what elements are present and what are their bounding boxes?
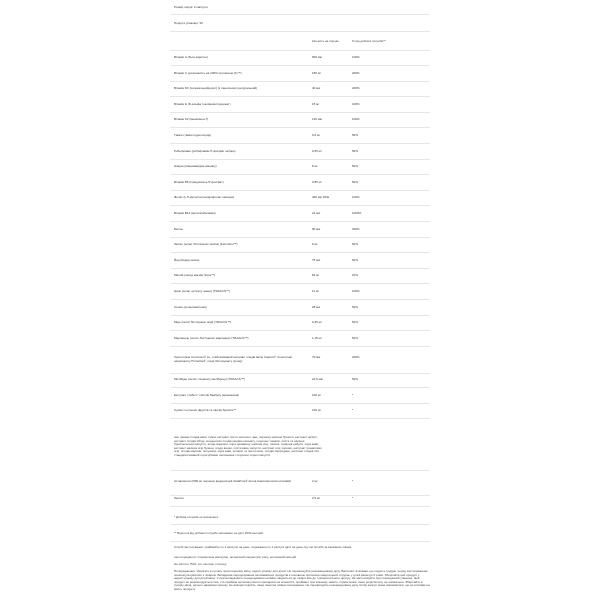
nutrient-name: Тіамін (тіамін гідрохлорид) [174,133,212,137]
nutrient-amount: 0,35 мг [312,320,322,325]
divider [170,190,430,191]
nutrient-name: Селен (селенометіонін) [174,304,207,309]
nutrient-dv: 300% [352,226,360,231]
footnote-calorie-basis: ** Відсоток від добової потреби засновано на дієті 2000 калорій. [174,531,264,535]
divider [170,65,430,66]
divider [170,315,430,316]
nutrient-name: Рибофлавін (рибофлавін-5'-фосфат натрію) [174,148,236,153]
divider [170,524,430,525]
divider [170,237,430,238]
nutrient-amount: 400 мкг DFE [312,195,330,200]
nutrient-name: Фолат (L-5-метилтетрагідрофолат кальцію) [174,195,235,200]
nutrient-amount: 900 мкг [312,55,323,59]
footnote-dv-not-established: * Добова потреба не визначена. [174,515,219,519]
nutrient-name: Хром (хром Crominex® 3+, стабілізований екстракт плодів амли Capros® та екстракт ширілажиту PrimaVie®, похід бісгліцинату хрому) [174,355,293,363]
nutrient-amount: 100 мг [312,408,321,413]
nutrient-name: Вітамін D3 (холекальциферол) (з ланоліном) (натуральний) [174,86,258,91]
divider [170,268,430,269]
directions-text: Спосіб застосування: приймайте по 2 капсули на день, переважно по 1 капсулі двічі на день під час їжі або за вказівкою лікаря. [174,545,353,549]
nutrient-amount: 84 мг [312,273,320,278]
nutrient-dv: * [352,408,354,413]
divider [170,506,430,507]
divider [170,330,430,331]
nutrient-dv: * [352,479,354,483]
divider [170,174,430,175]
nutrient-name: Мідь (хелат бісгліцинат міді) (TRAACS™) [174,320,232,325]
divider [170,418,430,419]
nutrient-dv: 200% [352,355,360,360]
nutrient-name: Біотин [174,226,183,231]
nutrient-dv: 20% [352,273,359,278]
other-ingredients-text: Інші інгредієнти: гіпромелоза (капсула), органічний концентрат рису, рослинний кальцій. [174,555,297,559]
nutrient-name: Астаксантин (500 мг порошку водорослей AstaPure® Arona Haematococcus pluvialis) [174,479,292,483]
divider [170,252,430,253]
nutrient-amount: 0,85 мг [312,179,322,184]
divider [170,159,430,160]
nutrient-dv: 50% [352,304,359,309]
nutrient-amount: 75 мкг [312,257,321,262]
divider [170,541,430,542]
nutrient-dv: 50% [352,179,359,184]
divider [170,373,430,374]
divider [170,470,430,471]
nutrient-dv: 50% [352,377,359,381]
divider [170,221,430,222]
nutrient-name: Молібден (хелат гліцинату молібдену) (TRAACS™) [174,377,245,381]
nutrient-amount: 2,5 мг [312,496,321,500]
divider [170,50,430,51]
nutrient-amount: 1,15 мг [312,335,322,340]
divider [170,31,430,32]
nutrient-dv: 100% [352,55,360,59]
nutrient-dv: 100% [352,195,360,200]
nutrient-name: Вітамін B6 (піридоксаль-5'-фосфат) [174,179,224,184]
nutrient-name: Екстракт стебел / листків бамбуку (кремнезем) [174,392,240,397]
divider [170,81,430,82]
nutrient-name: Вітамін A (бета-каротин) [174,55,208,59]
divider [170,127,430,128]
nutrient-dv: 50% [352,133,359,137]
servings-per-container: Порції в упаковці: 30 [174,21,203,25]
free-from-text: Не містить ГМО, сої, молока, глютену. [174,562,227,566]
nutrient-amount: 120 мкг [312,117,323,122]
nutrient-amount: 8 мг [312,164,318,169]
divider [170,495,430,496]
nutrient-amount: 100 мг [312,392,321,397]
nutrient-name: Цинк (хелат цитрату цинку) (TRAACS™) [174,289,230,293]
amount-header: Кількість на порцію [312,39,339,43]
nutrient-dv: 50% [352,148,359,153]
nutrient-amount: 40 мкг [312,86,321,91]
nutrient-name: Залізо (хелат бісгліцинат заліза) (Ferrochel™) [174,242,238,247]
nutrient-name: Магній (оксид магнію Sima™) [174,273,215,278]
nutrient-name: Вітамін K2 (менахінон-7) [174,117,209,122]
nutrient-amount: 22,5 мкг [312,377,324,381]
nutrient-amount: 70 мкг [312,355,321,360]
nutrient-amount: 180 мг [312,70,321,75]
nutrient-amount: 0,6 мг [312,133,321,137]
nutrient-dv: 100% [352,101,360,106]
nutrient-dv: 200% [352,86,360,91]
nutrient-amount: 24 мкг [312,211,321,215]
divider [170,143,430,144]
nutrient-dv: 50% [352,242,359,247]
nutrient-name: Вітамін C (розчинність на 100% протеїном (K)™) [174,70,242,75]
dv-header: % від добової потреби** [352,39,386,43]
nutrient-dv: 200% [352,70,360,75]
nutrient-name: Лютеїн [174,496,184,500]
serving-size: Розмір порції: 2 капсули [174,5,208,9]
nutrient-name: Йод (йодид калію) [174,257,200,262]
divider [170,403,430,404]
nutrient-dv: 50% [352,320,359,325]
nutrient-dv: 100% [352,289,360,293]
nutrient-amount: 15 мг [312,101,320,106]
nutrient-amount: 2 мг [312,479,318,483]
nutrient-name: Ніацин (ніацинамідом ніацину) [174,164,217,169]
nutrient-dv: 50% [352,164,359,169]
divider [170,96,430,97]
warnings-text: Попередження: зберігати в сухому прохолодному місці, недоступному для дітей. Не перевищуйте рекомендовану дозу. Вагітним та жінкам, що годують груддю, перед застосуванням проконсультуватися з лікарем. Випадкова передозування залізовмісних продуктів є основною причиною смертельних отруєнь у дітей віком до 6 років. Зберігайте цей продукт у недоступному для дітей місці. У разі випадкового передозування негайно зверніться до лікаря або до токсикологічного центру. Не застосовуйте при пошкодженій упаковці. Цей продукт не рекомендується тим, хто приймає антикоагулянтні препарати на основі K2, приймає і при кожному змініть. Суміш може тонко розділятися, це нормально. Зберігайте в сухому місці, щільно закривши кришку. Не використовуйте, якщо захисна плівка пошкоджена. Не перевищуйте рекомендовану дозу. Колір капсул може змінюватися, що не впливає на якість продукту. [174,569,430,591]
divider [170,346,430,347]
nutrient-amount: 90 мкг [312,226,321,231]
divider [170,387,430,388]
divider [170,299,430,300]
nutrient-name: Вітамін B12 (метилкобаламін) [174,211,216,215]
nutrient-amount: 28 мкг [312,304,321,309]
nutrient-amount: 11 мг [312,289,320,293]
nutrient-dv: * [352,392,354,397]
nutrient-amount: 9 мг [312,242,318,247]
nutrient-dv: 50% [352,335,359,340]
nutrient-amount: 0,65 мг [312,148,322,153]
divider [170,283,430,284]
nutrient-dv: 50% [352,257,359,262]
nutrient-name: Марганець (хелат бісгліцинат марганцю) (TRAACS™) [174,335,249,340]
nutrient-dv: 1000% [352,211,362,215]
nutrient-name: Вітамін E (D-альфа токоферилсукцинат) [174,101,231,106]
nutrient-dv: 100% [352,117,360,122]
divider [170,205,430,206]
spectra-ingredients-note: яка тримає плодів кави, суміш екстракт листя зеленого чаю, порошку насіння броколі, екстракт цибулі, екстракт плодів яблук, концентрат плодів моркви шпинату, порошок томатів, листя та насіння брюссельської капусти, ягоди ацероли, кора цинамону, насіння ягід, часник, червона цибуля, кора кави, екстракт насіння ягід бузини, ягоди вишні, листя кави, капусти, екстракт ягід чорниці, екстракт гранатових ягід, плодів малини, полуниця, кора кави, шпинат та листя кале, плодів смородини, екстракт плодів пілі, стандартизований отригрібники шиповника і порошок чорної капусти [174,435,322,457]
nutrient-dv: * [352,496,354,500]
divider [170,14,430,15]
divider [170,112,430,113]
nutrient-name: Суміш із цільних фруктів та овочів Spectra™ [174,408,236,413]
